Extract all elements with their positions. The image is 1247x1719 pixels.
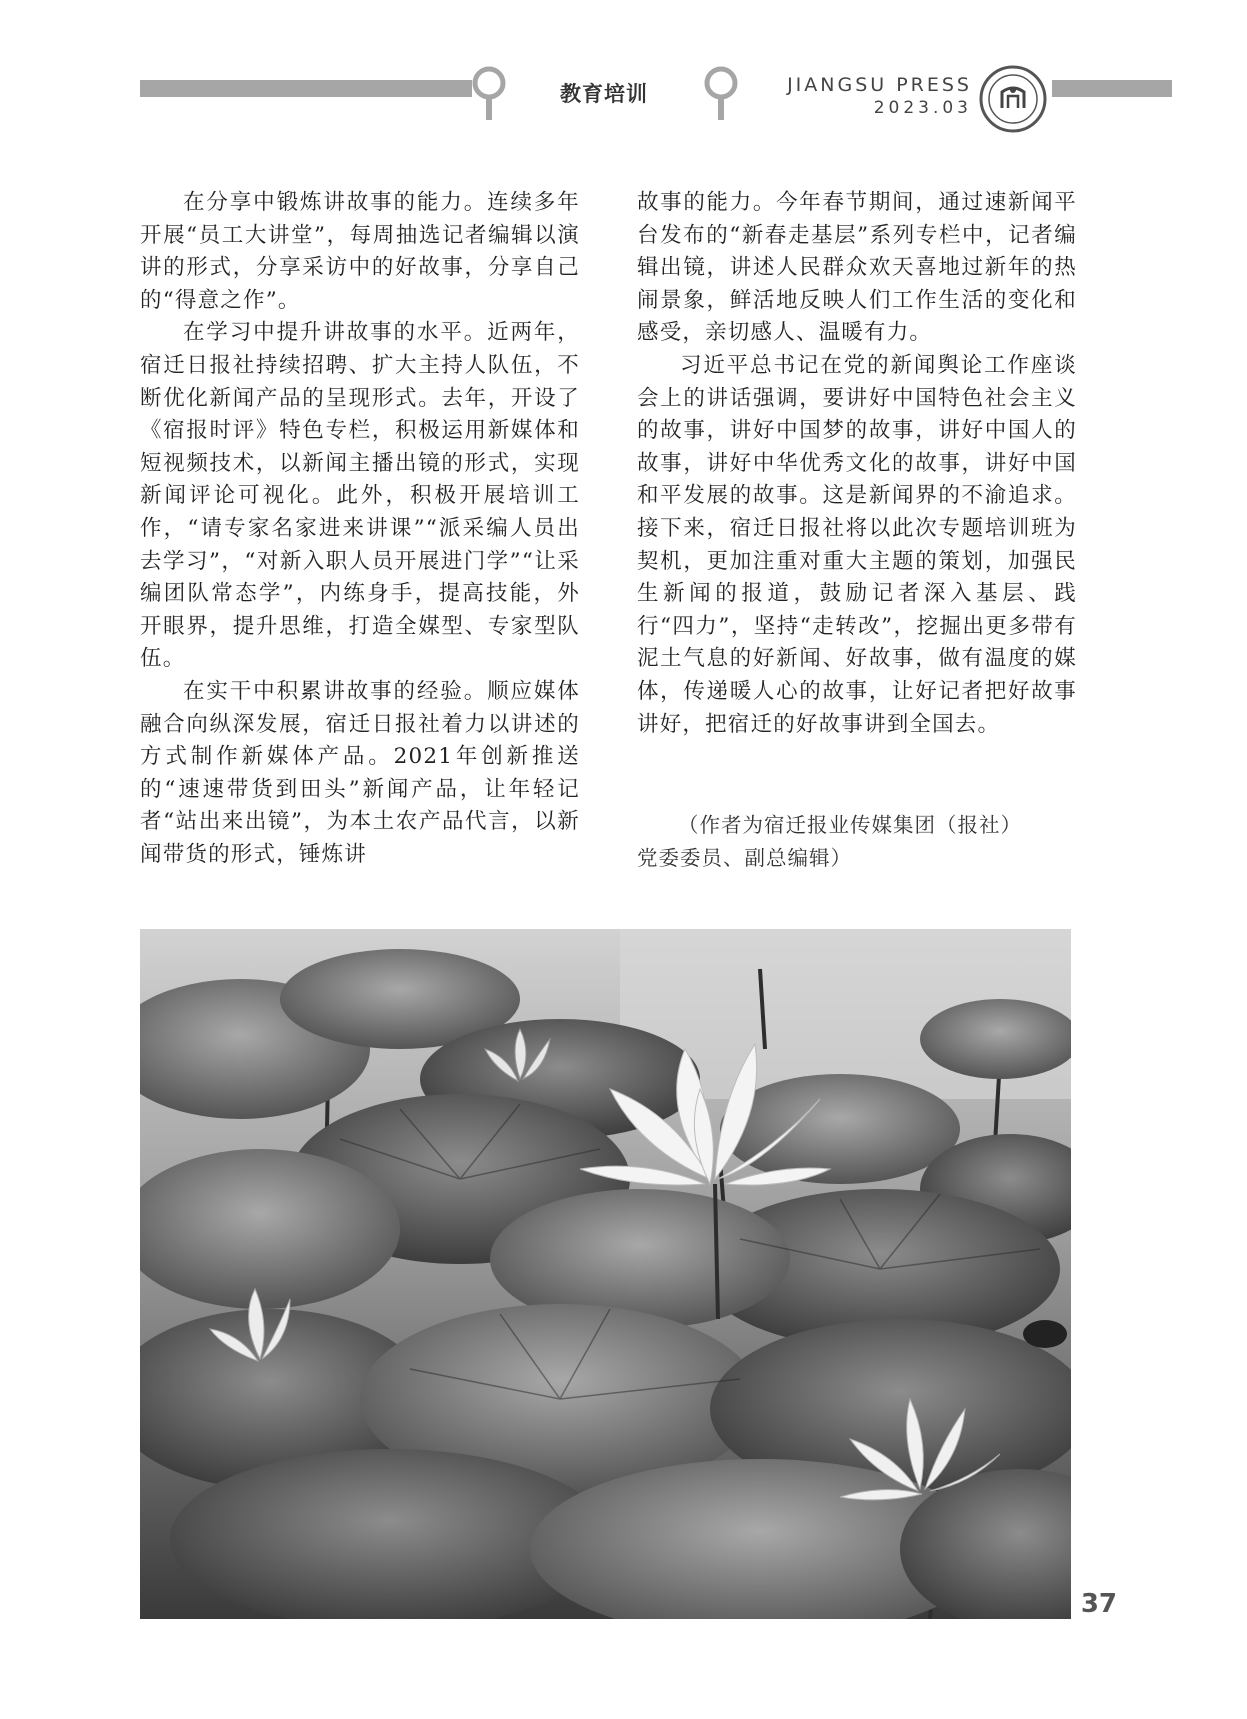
article-column-right (637, 187, 1077, 741)
header-bar-right (1052, 80, 1172, 97)
lotus-photo-icon (140, 929, 1071, 1619)
author-note-line: （作者为宿迁报业传媒集团（报社） (678, 813, 1022, 837)
journal-seal-logo-icon (978, 64, 1048, 134)
article-column-left (140, 187, 580, 871)
paragraph: 故事的能力。今年春节期间，通过速新闻平台发布的“新春走基层”系列专栏中，记者编辑出镜，讲述人民群众欢天喜地过新年的热闹景象，鲜活地反映人们工作生活的变化和感受，亲切感人、温暖有力。 (637, 190, 1077, 346)
pin-marker-icon (472, 66, 506, 122)
pin-marker-icon-2 (704, 66, 738, 122)
paragraph: 在学习中提升讲故事的水平。近两年，宿迁日报社持续招聘、扩大主持人队伍，不断优化新闻产品的呈现形式。去年，开设了《宿报时评》特色专栏，积极运用新媒体和短视频技术，以新闻主播出镜的形式，实现新闻评论可视化。此外，积极开展培训工作，“请专家名家进来讲课”“派采编人员出去学习”，“对新入职人员开展进门学”“让采编团队常态学”，内练身手，提高技能，外开眼界，提升思维，打造全媒型、专家型队伍。 (140, 320, 580, 672)
author-note (637, 809, 1077, 875)
masthead (762, 74, 972, 120)
paragraph: 习近平总书记在党的新闻舆论工作座谈会上的讲话强调，要讲好中国特色社会主义的故事，讲好中国梦的故事，讲好中国人的故事，讲好中华优秀文化的故事，讲好中国和平发展的故事。这是新闻界的不渝追求。接下来，宿迁日报社将以此次专题培训班为契机，更加注重对重大主题的策划，加强民生新闻的报道，鼓励记者深入基层、践行“四力”，坚持“走转改”，挖掘出更多带有泥土气息的好新闻、好故事，做有温度的媒体，传递暖人心的故事，让好记者把好故事讲好，把宿迁的好故事讲到全国去。 (637, 352, 1077, 737)
masthead-title: JIANGSU PRESS (787, 74, 972, 96)
section-title: 教育培训 (560, 82, 648, 106)
author-note-line: 党委委员、副总编辑） (637, 846, 852, 870)
issue-date: 2023.03 (873, 98, 972, 118)
lotus-pond-photo (140, 929, 1071, 1619)
page-number: 37 (1080, 1589, 1117, 1619)
paragraph: 在分享中锻炼讲故事的能力。连续多年开展“员工大讲堂”，每周抽选记者编辑以演讲的形式，分享采访中的好故事，分享自己的“得意之作”。 (140, 190, 580, 313)
paragraph: 在实干中积累讲故事的经验。顺应媒体融合向纵深发展，宿迁日报社着力以讲述的方式制作新媒体产品。2021年创新推送的“速速带货到田头”新闻产品，让年轻记者“站出来出镜”，为本土农产品代言，以新闻带货的形式，锤炼讲 (140, 678, 580, 867)
header-bar-left (140, 80, 472, 97)
